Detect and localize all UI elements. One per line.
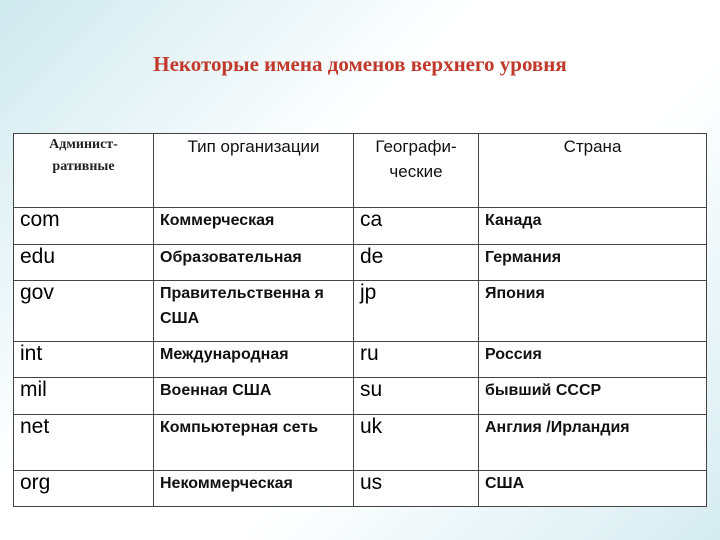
domains-table bbox=[13, 133, 707, 507]
admin-domain-cell: int bbox=[14, 342, 154, 378]
org-type-cell: Военная США bbox=[154, 378, 354, 415]
header-geographic: Географи-ческие bbox=[354, 134, 479, 208]
geo-domain-cell: ru bbox=[354, 342, 479, 378]
admin-domain-cell: org bbox=[14, 471, 154, 507]
geo-domain-cell: us bbox=[354, 471, 479, 507]
country-cell: США bbox=[479, 471, 707, 507]
table-row bbox=[14, 471, 707, 507]
geo-domain-cell: de bbox=[354, 245, 479, 281]
country-cell: Канада bbox=[479, 208, 707, 245]
org-type-cell: Правительственна я США bbox=[154, 281, 354, 342]
org-type-cell: Коммерческая bbox=[154, 208, 354, 245]
admin-domain-cell: net bbox=[14, 415, 154, 471]
geo-domain-cell: ca bbox=[354, 208, 479, 245]
table-row bbox=[14, 342, 707, 378]
admin-domain-cell: com bbox=[14, 208, 154, 245]
table-row bbox=[14, 415, 707, 471]
admin-domain-cell: mil bbox=[14, 378, 154, 415]
page-title: Некоторые имена доменов верхнего уровня bbox=[153, 52, 567, 76]
country-cell: Германия bbox=[479, 245, 707, 281]
table-header-row bbox=[14, 134, 707, 208]
header-org-type: Тип организации bbox=[154, 134, 354, 208]
country-cell: Япония bbox=[479, 281, 707, 342]
admin-domain-cell: edu bbox=[14, 245, 154, 281]
org-type-cell: Образовательная bbox=[154, 245, 354, 281]
table-row bbox=[14, 378, 707, 415]
header-administrative: Админист-ративные bbox=[14, 134, 154, 208]
geo-domain-cell: uk bbox=[354, 415, 479, 471]
table-row bbox=[14, 208, 707, 245]
org-type-cell: Международная bbox=[154, 342, 354, 378]
table-row bbox=[14, 281, 707, 342]
org-type-cell: Компьютерная сеть bbox=[154, 415, 354, 471]
country-cell: Россия bbox=[479, 342, 707, 378]
geo-domain-cell: su bbox=[354, 378, 479, 415]
header-country: Страна bbox=[479, 134, 707, 208]
table-row bbox=[14, 245, 707, 281]
geo-domain-cell: jp bbox=[354, 281, 479, 342]
org-type-cell: Некоммерческая bbox=[154, 471, 354, 507]
country-cell: бывший СССР bbox=[479, 378, 707, 415]
country-cell: Англия /Ирландия bbox=[479, 415, 707, 471]
admin-domain-cell: gov bbox=[14, 281, 154, 342]
